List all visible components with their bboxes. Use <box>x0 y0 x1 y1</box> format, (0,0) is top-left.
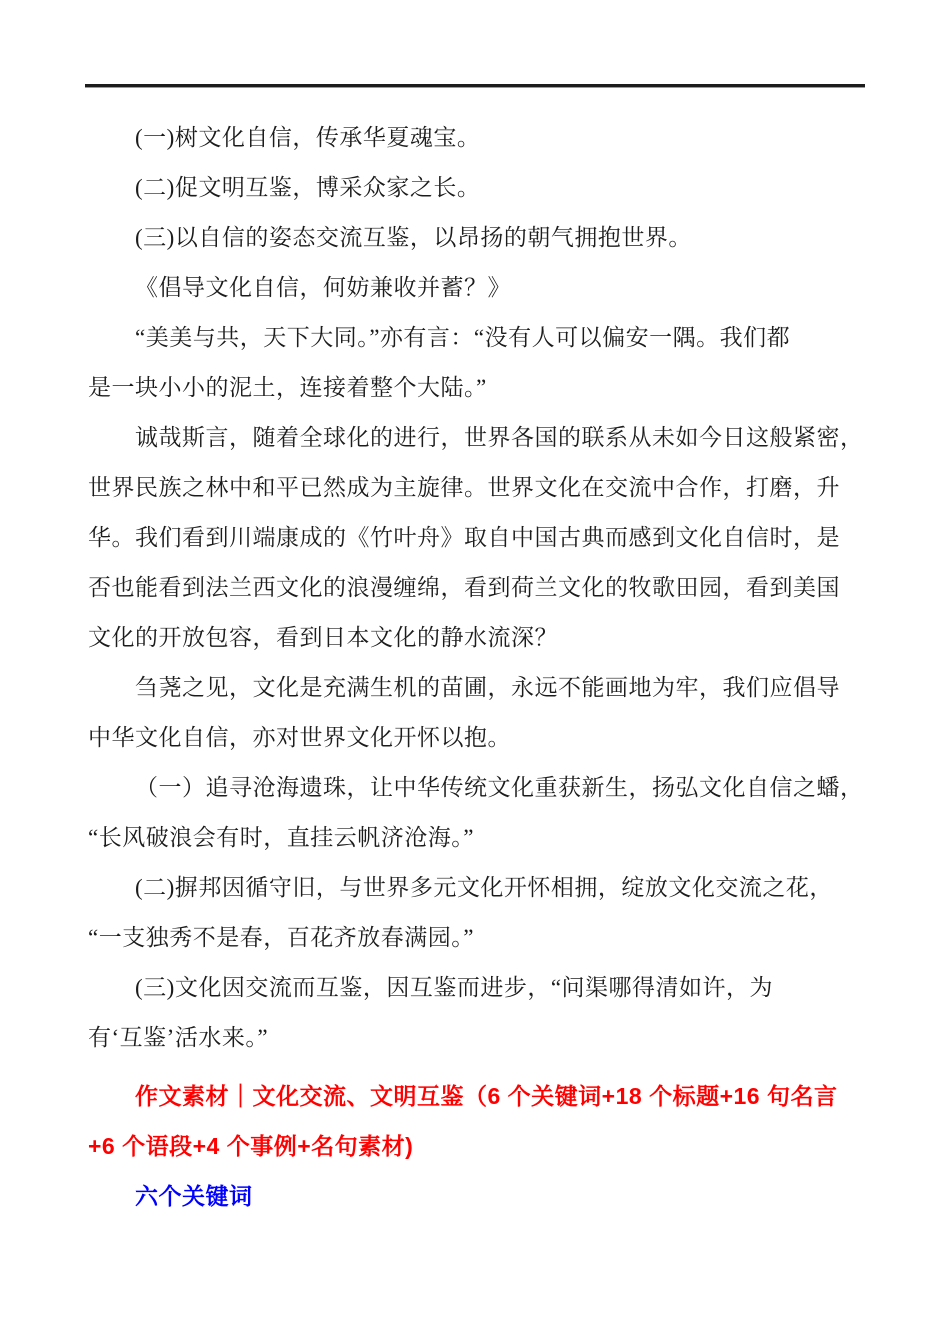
text-line: “美美与共，天下大同。”亦有言：“没有人可以偏安一隅。我们都 <box>135 325 791 350</box>
text-line: 中华文化自信，亦对世界文化开怀以抱。 <box>88 725 511 750</box>
text-line: 华。我们看到川端康成的《竹叶舟》取自中国古典而感到文化自信时，是 <box>88 525 840 550</box>
text-line: 否也能看到法兰西文化的浪漫缠绵，看到荷兰文化的牧歌田园，看到美国 <box>88 575 840 600</box>
text-line: (二)促文明互鉴，博采众家之长。 <box>135 175 481 200</box>
section-heading-red-cont: +6 个语段+4 个事例+名句素材) <box>88 1133 414 1159</box>
text-line: (二)摒邦因循守旧，与世界多元文化开怀相拥，绽放文化交流之花， <box>135 875 833 900</box>
section-heading-red: 作文素材｜文化交流、文明互鉴（6 个关键词+18 个标题+16 句名言 <box>135 1083 838 1109</box>
text-line: 诚哉斯言，随着全球化的进行，世界各国的联系从未如今日这般紧密， <box>135 425 864 450</box>
text-line: 刍荛之见，文化是充满生机的苗圃，永远不能画地为牢，我们应倡导 <box>135 675 840 700</box>
subheading-blue: 六个关键词 <box>135 1183 253 1209</box>
text-line: 是一块小小的泥土，连接着整个大陆。” <box>88 375 487 400</box>
document-body <box>88 113 866 1221</box>
text-line: (三)文化因交流而互鉴，因互鉴而进步，“问渠哪得清如许，为 <box>135 975 774 1000</box>
header-rule <box>85 84 865 88</box>
text-line: （一）追寻沧海遗珠，让中华传统文化重获新生，扬弘文化自信之蟠， <box>135 775 864 800</box>
text-line: “长风破浪会有时，直挂云帆济沧海。” <box>88 825 474 850</box>
text-line: (三)以自信的姿态交流互鉴，以昂扬的朝气拥抱世界。 <box>135 225 692 250</box>
text-line: 世界民族之林中和平已然成为主旋律。世界文化在交流中合作，打磨，升 <box>88 475 840 500</box>
text-line: “一支独秀不是春，百花齐放春满园。” <box>88 925 474 950</box>
text-line: 《倡导文化自信，何妨兼收并蓄？》 <box>135 275 511 300</box>
text-line: 文化的开放包容，看到日本文化的静水流深？ <box>88 625 558 650</box>
text-line: (一)树文化自信，传承华夏魂宝。 <box>135 125 481 150</box>
text-line: 有‘互鉴’活水来。” <box>88 1025 269 1050</box>
